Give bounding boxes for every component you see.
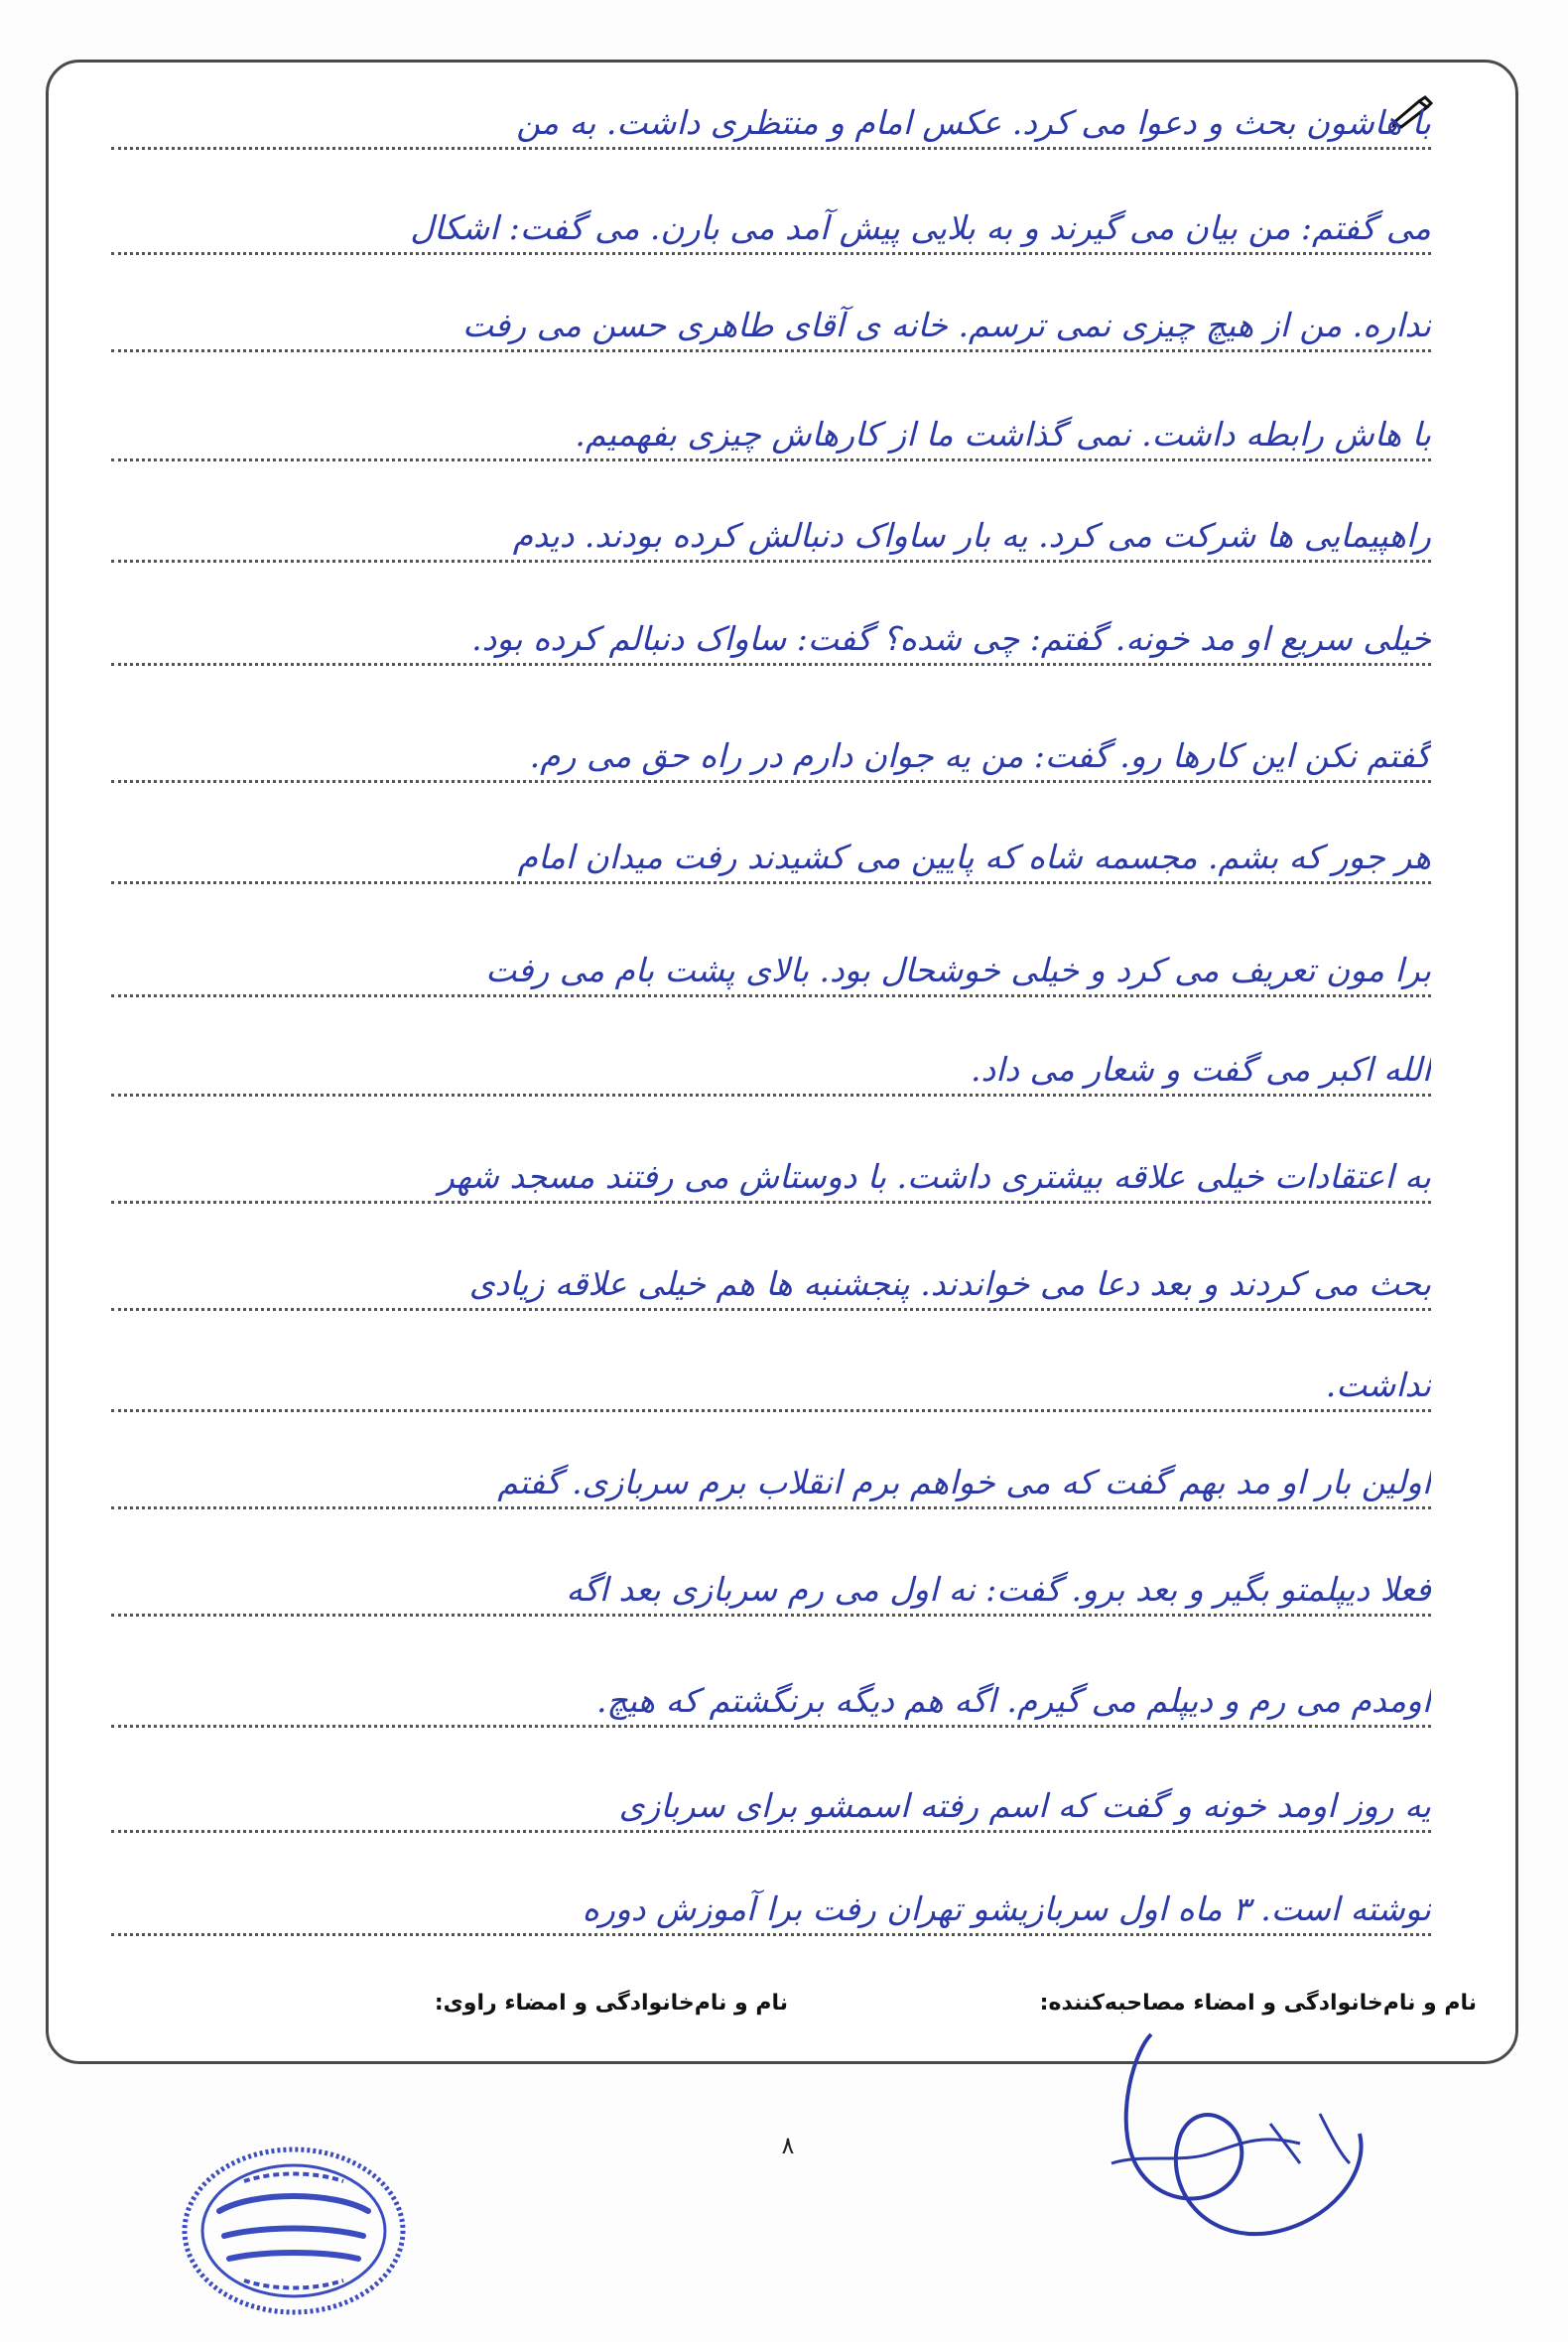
text-line: اومدم می رم و دیپلم می گیرم. اگه هم دیگه برنگشتم که هیچ. — [111, 1677, 1431, 1728]
text-line: بحث می کردند و بعد دعا می خواندند. پنجشنبه ها هم خیلی علاقه زیادی — [111, 1260, 1431, 1311]
page-number: ۸ — [781, 2132, 795, 2159]
narrator-signature-label: نام و نام‌خانوادگی و امضاء راوی: — [434, 1991, 788, 2016]
text-line: راهپیمایی ها شرکت می کرد. یه بار ساواک دنبالش کرده بودند. دیدم — [111, 512, 1431, 563]
signature-mark — [1072, 2015, 1389, 2253]
text-line: گفتم نکن این کارها رو. گفت: من یه جوان دارم در راه حق می رم. — [111, 732, 1431, 783]
stamp-seal — [175, 2142, 413, 2320]
text-line: یه روز اومد خونه و گفت که اسم رفته اسمشو برای سربازی — [111, 1782, 1431, 1833]
text-line: می گفتم: من بیان می گیرند و به بلایی پیش آمد می بارن. می گفت: اشکال — [111, 204, 1431, 255]
text-line: به اعتقادات خیلی علاقه بیشتری داشت. با دوستاش می رفتند مسجد شهر — [111, 1153, 1431, 1204]
text-line: نوشته است. ۳ ماه اول سربازیشو تهران رفت برا آموزش دوره — [111, 1886, 1431, 1936]
interviewer-signature-label: نام و نام‌خانوادگی و امضاء مصاحبه‌کننده: — [1039, 1991, 1477, 2016]
text-line: برا مون تعریف می کرد و خیلی خوشحال بود. بالای پشت بام می رفت — [111, 947, 1431, 997]
text-line: نداشت. — [111, 1362, 1431, 1412]
text-line: اولین بار او مد بهم گفت که می خواهم برم انقلاب برم سربازی. گفتم — [111, 1459, 1431, 1509]
text-line: نداره. من از هیچ چیزی نمی ترسم. خانه ی آقای طاهری حسن می رفت — [111, 302, 1431, 352]
text-line: هر جور که بشم. مجسمه شاه که پایین می کشیدند رفت میدان امام — [111, 834, 1431, 884]
text-line: فعلا دیپلمتو بگیر و بعد برو. گفت: نه اول می رم سربازی بعد اگه — [111, 1566, 1431, 1617]
text-line: خیلی سریع او مد خونه. گفتم: چی شده؟ گفت: ساواک دنبالم کرده بود. — [111, 615, 1431, 666]
text-line: با هاش رابطه داشت. نمی گذاشت ما از کارهاش چیزی بفهمیم. — [111, 411, 1431, 461]
text-line: الله اکبر می گفت و شعار می داد. — [111, 1046, 1431, 1097]
text-line: با هاشون بحث و دعوا می کرد. عکس امام و منتظری داشت. به من — [111, 99, 1431, 150]
